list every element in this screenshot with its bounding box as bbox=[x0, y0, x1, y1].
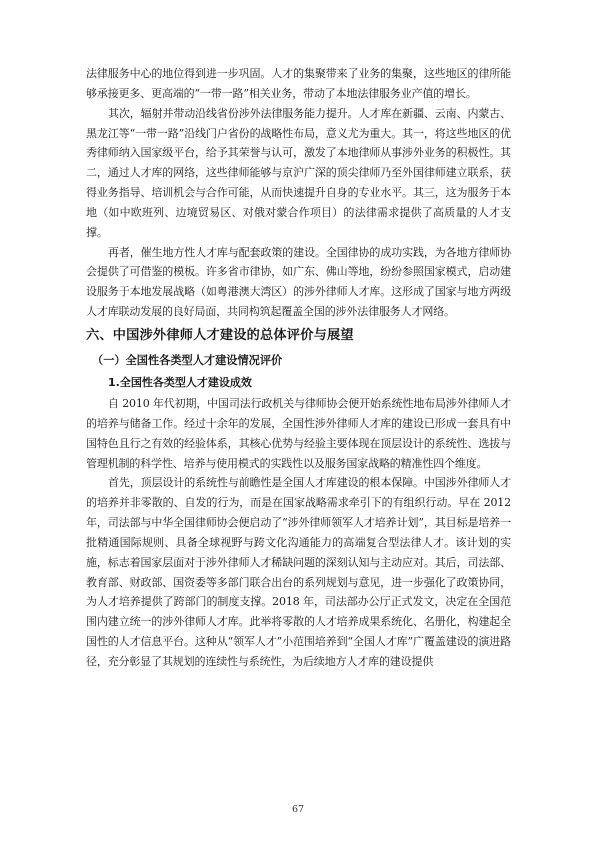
subsection-heading: （一）全国性各类型人才建设情况评价 bbox=[92, 353, 283, 367]
paragraph-continued: 法律服务中心的地位得到进一步巩固。人才的集聚带来了业务的集聚，这些地区的律所能够承接更多、更高端的“一带一路”相关业务，带动了本地法律服务业产值的增长。 bbox=[86, 67, 511, 100]
section-heading: 六、中国涉外律师人才建设的总体评价与展望 bbox=[86, 327, 354, 343]
paragraph-first: 首先，顶层设计的系统性与前瞻性是全国人才库建设的根本保障。中国涉外律师人才的培养并非零散的、自发的行为，而是在国家战略需求牵引下的有组织行动。早在 2012 年，司法部与中华全国律师协会便启动了“涉外律师领军人才培养计划”，其目标是培养一批精通国际规则、具备全球视野与跨文化沟通能力的高端复合型法律人才。该计划的实施，标志着国家层面对于涉外律师人才稀缺问题的深刻认知与主动应对。其后，司法部、教育部、财政部、国资委等多部门联合出台的系列规划与意见，进一步强化了政策协同，为人才培养提供了跨部门的制度支撑。2018 年，司法部办公厅正式发文，决定在全国范围内建立统一的涉外律师人才库。此举将零散的人才培养成果系统化、名册化，构建起全国性的人才信息平台。这种从“领军人才”小范围培养到“全国人才库”广覆盖建设的演进路径，充分彰显了其规划的连续性与系统性，为后续地方人才库的建设提供 bbox=[86, 476, 511, 668]
page-number: 67 bbox=[291, 804, 305, 815]
paragraph-secondly: 其次，辐射并带动沿线省份涉外法律服务能力提升。人才库在新疆、云南、内蒙古、黑龙江等“一带一路”沿线门户省份的战略性布局，意义尤为重大。其一，将这些地区的优秀律师纳入国家级平台，给予其荣誉与认可，激发了本地律师从事涉外业务的积极性。其二，通过人才库的网络，这些律师能够与京沪广深的顶尖律师乃至外国律师建立联系，获得业务指导、培训机会与合作可能，从而快速提升自身的专业水平。其三，这为服务于本地（如中欧班列、边境贸易区、对俄对蒙合作项目）的法律需求提供了高质量的人才支撑。 bbox=[86, 106, 511, 239]
paragraph-since-2010: 自 2010 年代初期，中国司法行政机关与律师协会便开始系统性地布局涉外律师人才的培养与储备工作。经过十余年的发展，全国性涉外律师人才库的建设已形成一套具有中国特色且行之有效的经验体系，其核心优势与经验主要体现在顶层设计的系统性、选拔与管理机制的科学性、培养与使用模式的实践性以及服务国家战略的精准性四个维度。 bbox=[86, 396, 511, 470]
page-body bbox=[86, 64, 511, 672]
subsubsection-heading: 1.全国性各类型人才建设成效 bbox=[108, 375, 252, 389]
paragraph-furthermore: 再者，催生地方性人才库与配套政策的建设。全国律协的成功实践，为各地方律师协会提供了可借鉴的模板。许多省市律协，如广东、佛山等地，纷纷参照国家模式，启动建设服务于本地发展战略（如粤港澳大湾区）的涉外律师人才库。这形成了国家与地方两级人才库联动发展的良好局面，共同构筑起覆盖全国的涉外法律服务人才网络。 bbox=[86, 245, 511, 319]
